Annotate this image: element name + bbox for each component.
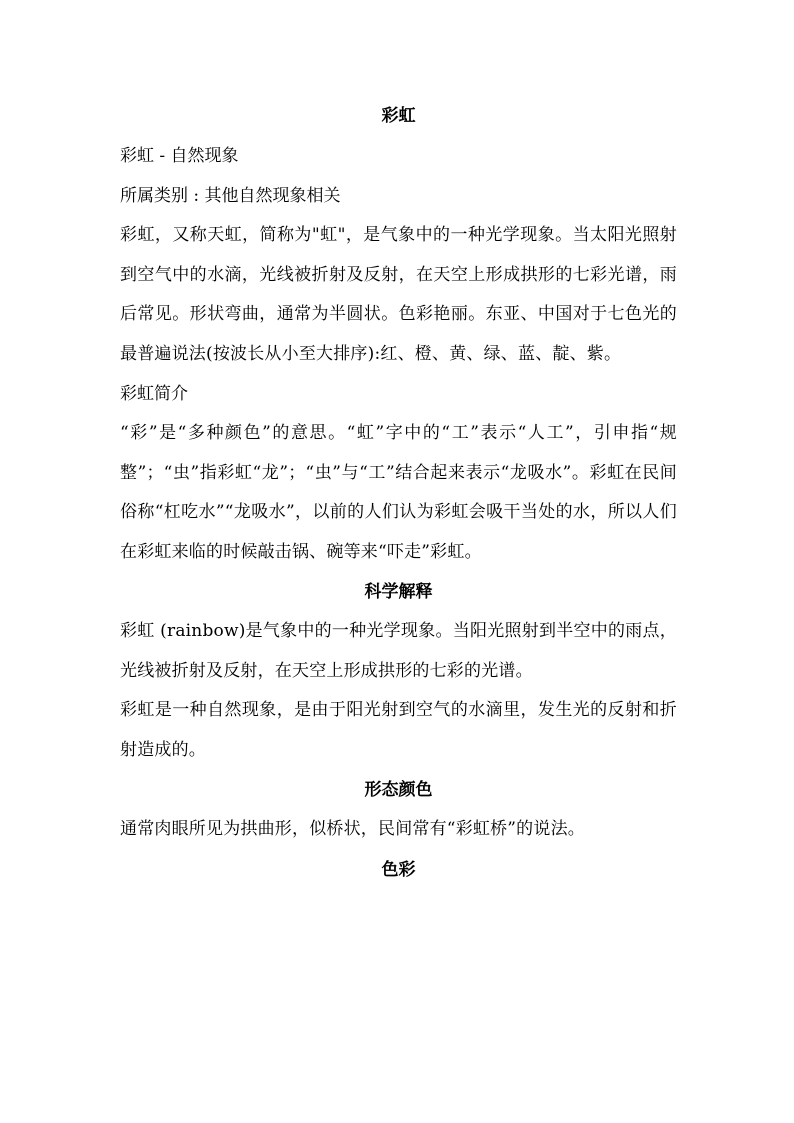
science-paragraph-2: 彩虹是一种自然现象，是由于阳光射到空气的水滴里，发生光的反射和折射造成的。: [120, 700, 677, 760]
intro-paragraph: 彩虹，又称天虹，简称为"虹"，是气象中的一种光学现象。当太阳光照射到空气中的水滴，光线被折射及反射，在天空上形成拱形的七彩光谱，雨后常见。形状弯曲，通常为半圆状。色彩艳丽。东亚、中国对于七色光的最普遍说法(按波长从小至大排序):红、橙、黄、绿、蓝、靛、紫。: [120, 225, 677, 364]
category-line: 所属类别 : 其他自然现象相关: [120, 186, 341, 206]
subtitle-line: 彩虹 - 自然现象: [120, 146, 239, 166]
section-heading-shape-color: 形态颜色: [364, 780, 433, 800]
intro-section-paragraph: “彩”是“多种颜色”的意思。“虹”字中的“工”表示“人工”，引申指“规整”；“虫”指彩虹“龙”；“虫”与“工”结合起来表示“龙吸水”。彩虹在民间俗称“杠吃水”“龙吸水”，以前的人们认为彩虹会吸干当处的水，所以人们在彩虹来临的时候敲击锅、碗等来“吓走”彩虹。: [120, 423, 677, 562]
shape-color-paragraph: 通常肉眼所见为拱曲形，似桥状，民间常有“彩虹桥”的说法。: [120, 819, 585, 839]
page-title: 彩虹: [381, 106, 416, 126]
section-heading-intro: 彩虹简介: [120, 384, 188, 404]
section-heading-colors: 色彩: [381, 859, 416, 880]
science-paragraph-1: 彩虹 (rainbow)是气象中的一种光学现象。当阳光照射到半空中的雨点，光线被折射及反射，在天空上形成拱形的七彩的光谱。: [120, 621, 677, 681]
section-heading-science: 科学解释: [364, 582, 433, 602]
document-body: [120, 96, 677, 890]
